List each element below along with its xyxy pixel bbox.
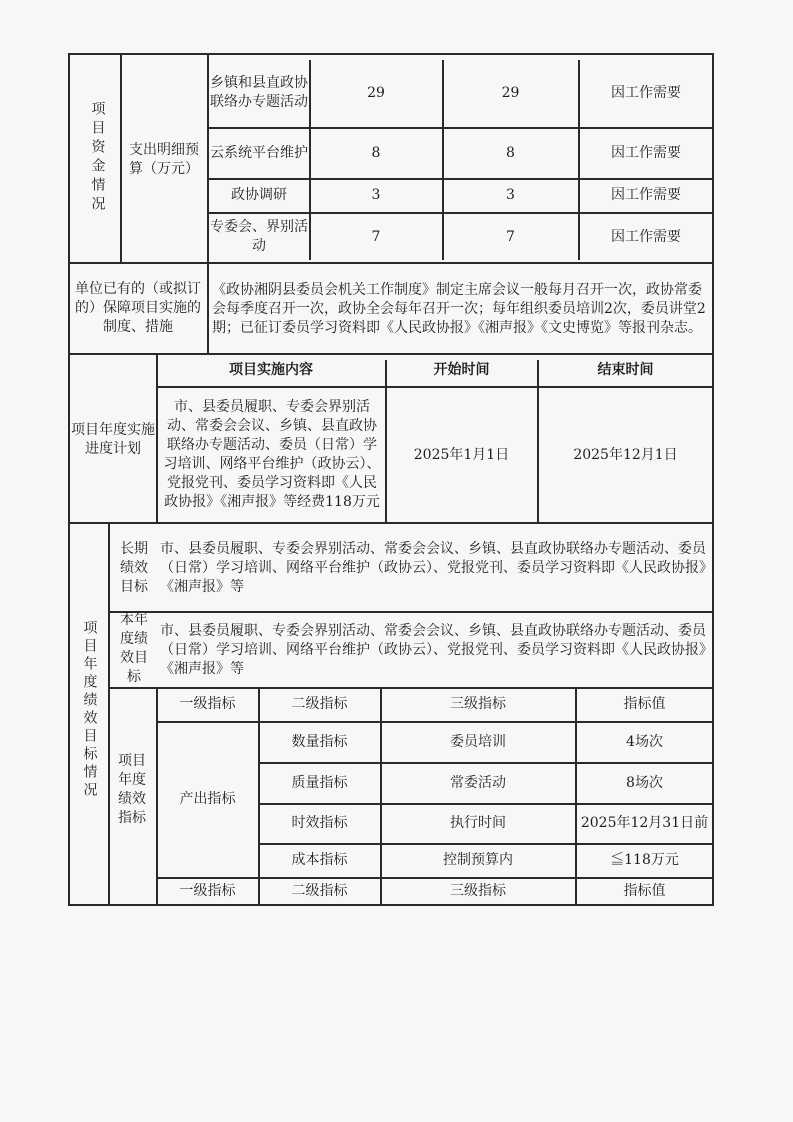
long-term-label: 长期绩效目标	[120, 540, 148, 595]
ind-header-level2: 二级指标	[291, 696, 348, 712]
fund-reason-2: 因工作需要	[611, 144, 681, 161]
fund-reason-4: 因工作需要	[611, 228, 681, 245]
fund-reason-1: 因工作需要	[611, 84, 681, 101]
ind-level3-3: 执行时间	[450, 815, 506, 831]
annual-label: 本年度绩效目标	[120, 612, 148, 685]
ind-level3-4: 控制预算内	[443, 852, 513, 868]
funds-section-label: 项目资金情况	[89, 101, 106, 215]
fund-budget-1: 29	[367, 84, 385, 101]
schedule-content: 市、县委员履职、专委会界别活动、常委会会议、乡镇、县直政协联络办专题活动、委员（日常）学习培训、网络平台维护（政协云）、党报党刊、委员学习资料即《人民政协报》《湘声报》等经费118万元	[163, 399, 381, 510]
ind-footer-level3: 三级指标	[450, 883, 506, 899]
long-term-text: 市、县委员履职、专委会界别活动、常委会会议、乡镇、县直政协联络办专题活动、委员（日常）学习培训、网络平台维护（政协云）、党报党刊、委员学习资料即《人民政协报》《湘声报》等	[160, 540, 706, 595]
guarantee-text: 《政协湘阴县委员会机关工作制度》制定主席会议一般每月召开一次，政协常委会每季度召开一次，政协全会每年召开一次；每年组织委员培训2次，委员讲堂2期；已征订委员学习资料即《人民政协报》《湘声报》《文史博览》等报刊杂志。	[212, 281, 706, 336]
annual-text: 市、县委员履职、专委会界别活动、常委会会议、乡镇、县直政协联络办专题活动、委员（日常）学习培训、网络平台维护（政协云）、党报党刊、委员学习资料即《人民政协报》《湘声报》等	[160, 622, 706, 677]
ind-level2-2: 质量指标	[291, 774, 348, 791]
fund-reason-3: 因工作需要	[611, 187, 681, 203]
schedule-start: 2025年1月1日	[413, 446, 510, 463]
ind-level2-1: 数量指标	[291, 733, 348, 750]
fund-amount-4: 7	[506, 228, 515, 245]
ind-value-3: 2025年12月31日前	[580, 815, 709, 831]
ind-value-1: 4场次	[626, 733, 663, 750]
schedule-end: 2025年12月1日	[573, 446, 678, 463]
fund-amount-2: 8	[506, 144, 515, 161]
ind-level2-4: 成本指标	[291, 852, 348, 868]
ind-header-level3: 三级指标	[450, 696, 506, 712]
ind-level2-3: 时效指标	[291, 815, 348, 831]
schedule-header-content: 项目实施内容	[229, 362, 313, 378]
fund-item-2: 云系统平台维护	[210, 144, 308, 161]
ind-footer-level2: 二级指标	[291, 883, 348, 899]
fund-budget-2: 8	[371, 144, 381, 161]
fund-item-1: 乡镇和县直政协联络办专题活动	[210, 75, 308, 110]
fund-budget-3: 3	[371, 187, 381, 203]
ind-level3-2: 常委活动	[450, 774, 506, 791]
expense-detail-label: 支出明细预算（万元）	[129, 142, 199, 177]
ind-header-level1: 一级指标	[179, 696, 236, 712]
fund-item-3: 政协调研	[231, 187, 287, 203]
fund-budget-4: 7	[371, 228, 381, 245]
fund-amount-3: 3	[506, 187, 515, 203]
ind-value-4: ≦118万元	[610, 852, 679, 868]
ind-header-value: 指标值	[623, 696, 666, 712]
fund-amount-1: 29	[501, 84, 520, 101]
fund-item-4: 专委会、界别活动	[210, 219, 308, 254]
schedule-label: 项目年度实施进度计划	[71, 422, 155, 457]
ind-level1-output: 产出指标	[179, 791, 236, 807]
schedule-header-start: 开始时间	[433, 362, 490, 378]
guarantee-label: 单位已有的（或拟订的）保障项目实施的制度、措施	[75, 280, 201, 335]
ind-footer-level1: 一级指标	[179, 883, 236, 899]
indicators-label: 项目年度绩效指标	[118, 753, 146, 826]
schedule-header-end: 结束时间	[597, 362, 654, 378]
performance-label: 项目年度绩效目标情况	[81, 620, 98, 800]
ind-value-2: 8场次	[626, 774, 663, 791]
ind-level3-1: 委员培训	[450, 733, 506, 750]
ind-footer-value: 指标值	[623, 883, 666, 899]
